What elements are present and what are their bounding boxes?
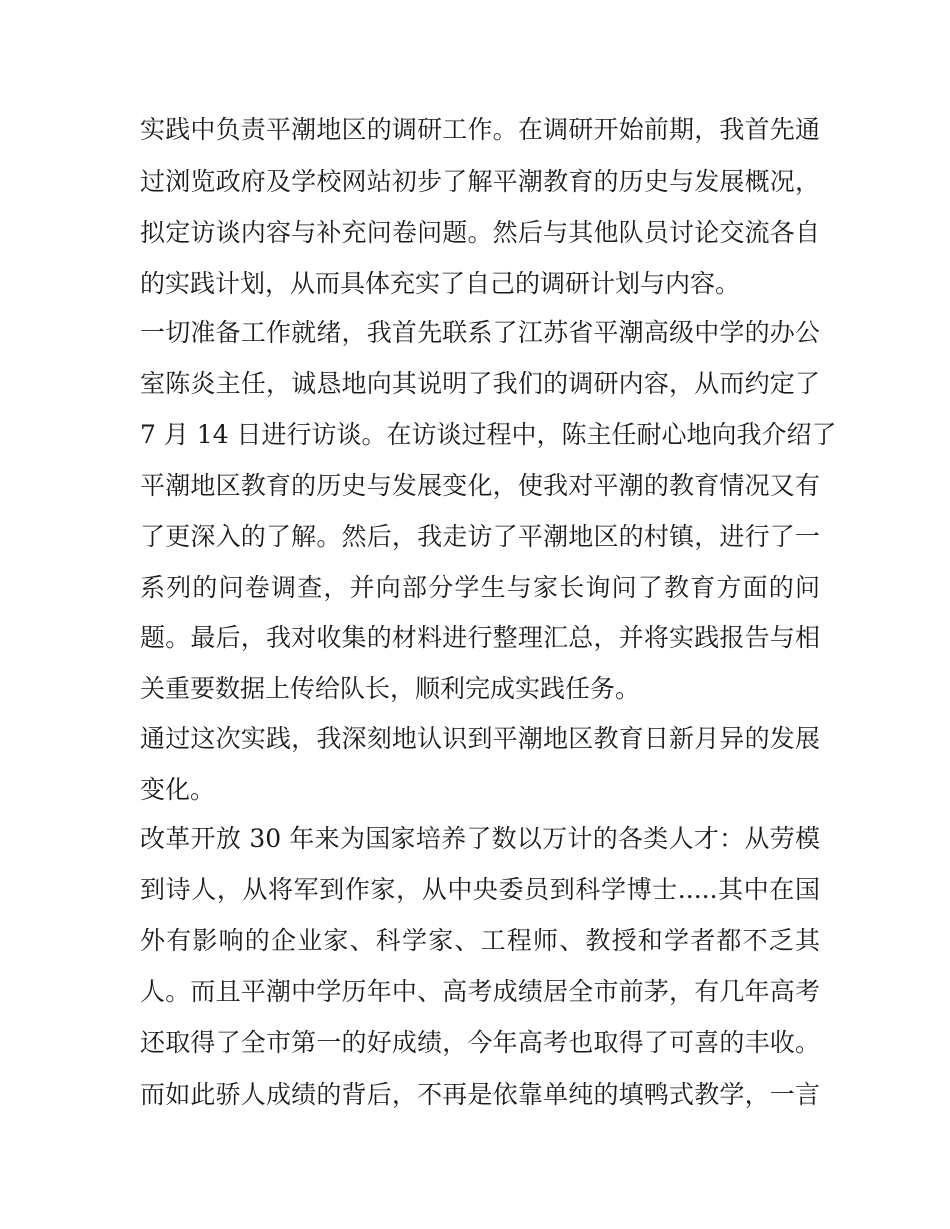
text-line: 到诗人，从将军到作家，从中央委员到科学博士.....其中在国 bbox=[140, 875, 820, 904]
text-line: 系列的问卷调查，并向部分学生与家长询问了教育方面的问 bbox=[140, 573, 820, 602]
text-line: 题。最后，我对收集的材料进行整理汇总，并将实践报告与相 bbox=[140, 623, 820, 652]
text-line: 外有影响的企业家、科学家、工程师、教授和学者都不乏其 bbox=[140, 926, 820, 955]
text-line: 变化。 bbox=[140, 775, 216, 804]
text-line: 改革开放 30 年来为国家培养了数以万计的各类人才：从劳模 bbox=[140, 824, 820, 853]
text-line: 一切准备工作就绪，我首先联系了江苏省平潮高级中学的办公 bbox=[140, 318, 820, 347]
text-line: 了更深入的了解。然后，我走访了平潮地区的村镇，进行了一 bbox=[140, 522, 820, 551]
text-line: 通过这次实践，我深刻地认识到平潮地区教育日新月异的发展 bbox=[140, 724, 820, 753]
text-line: 实践中负责平潮地区的调研工作。在调研开始前期，我首先通 bbox=[140, 115, 820, 144]
text-line: 的实践计划，从而具体充实了自己的调研计划与内容。 bbox=[140, 269, 741, 298]
text-line: 人。而且平潮中学历年中、高考成绩居全市前茅，有几年高考 bbox=[140, 977, 820, 1006]
text-line: 还取得了全市第一的好成绩，今年高考也取得了可喜的丰收。 bbox=[140, 1028, 820, 1057]
text-line: 关重要数据上传给队长，顺利完成实践任务。 bbox=[140, 674, 641, 703]
text-line: 7 月 14 日进行访谈。在访谈过程中，陈主任耐心地向我介绍了 bbox=[140, 420, 837, 449]
text-line: 拟定访谈内容与补充问卷问题。然后与其他队员讨论交流各自 bbox=[140, 218, 820, 247]
text-line: 而如此骄人成绩的背后，不再是依靠单纯的填鸭式教学，一言 bbox=[140, 1080, 820, 1109]
text-line: 室陈炎主任，诚恳地向其说明了我们的调研内容，从而约定了 bbox=[140, 369, 820, 398]
text-line: 过浏览政府及学校网站初步了解平潮教育的历史与发展概况， bbox=[140, 167, 820, 196]
text-line: 平潮地区教育的历史与发展变化，使我对平潮的教育情况又有 bbox=[140, 471, 820, 500]
